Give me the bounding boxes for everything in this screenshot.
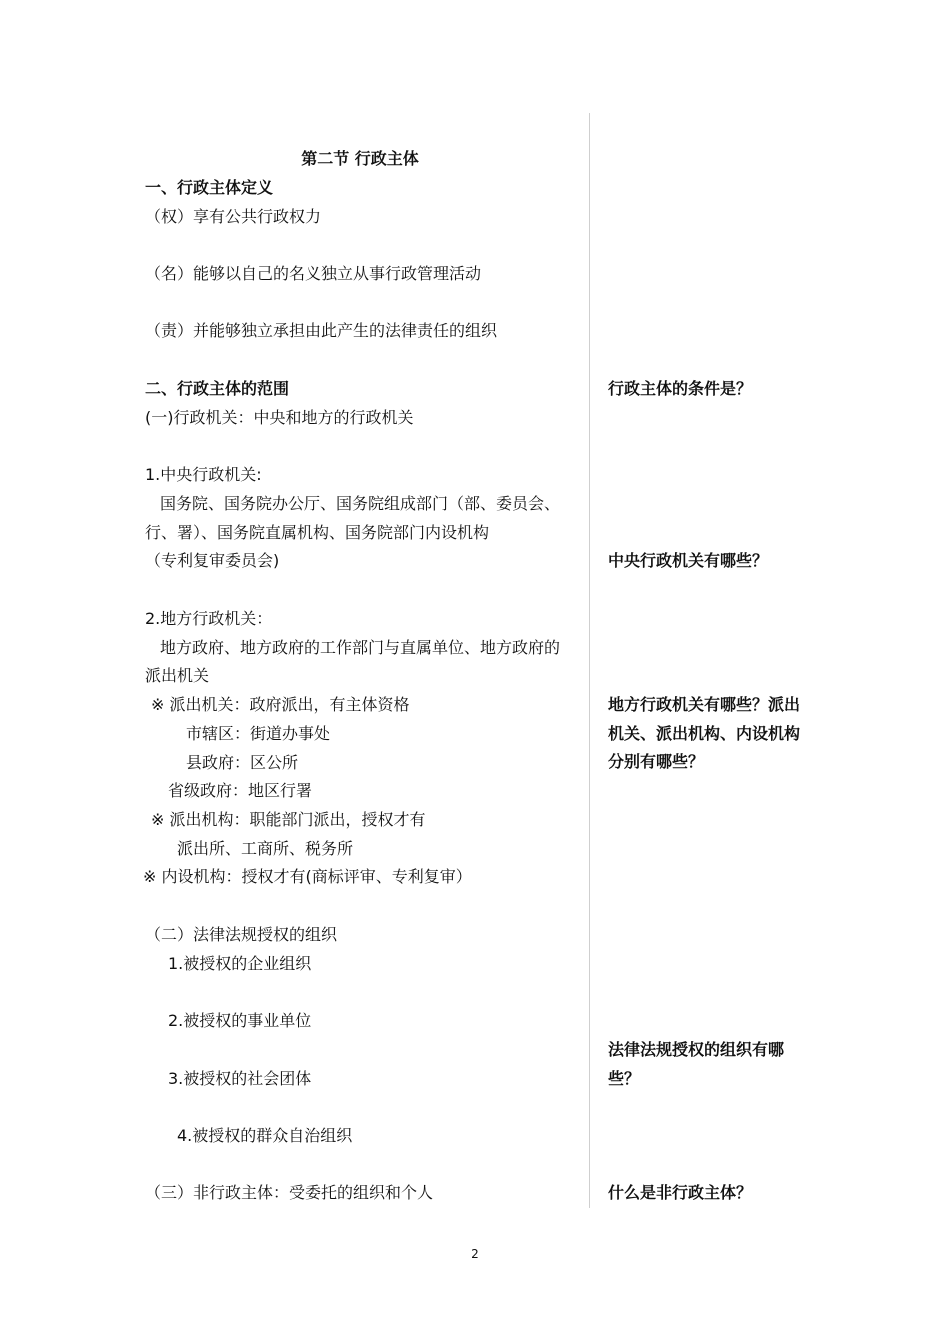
text-line: ※ 派出机关：政府派出，有主体资格 [151, 695, 410, 714]
text-line: （名）能够以自己的名义独立从事行政管理活动 [145, 264, 482, 283]
text-line: 地方政府、地方政府的工作部门与直属单位、地方政府的 [160, 638, 561, 657]
text-line: 4.被授权的群众自治组织 [177, 1126, 353, 1145]
text-line: 2.地方行政机关： [145, 609, 273, 628]
text-line: （权）享有公共行政权力 [145, 207, 322, 226]
text-line: 行、署）、国务院直属机构、国务院部门内设机构 [145, 523, 490, 542]
text-line: 3.被授权的社会团体 [168, 1069, 312, 1088]
text-line: 1.被授权的企业组织 [168, 954, 312, 973]
text-line: ※ 内设机构：授权才有(商标评审、专利复审） [143, 867, 472, 886]
text-line: ※ 派出机构：职能部门派出，授权才有 [151, 810, 426, 829]
text-line: 市辖区：街道办事处 [186, 724, 331, 743]
text-line: 2.被授权的事业单位 [168, 1011, 312, 1030]
text-line: 派出所、工商所、税务所 [177, 839, 354, 858]
text-line: (一)行政机关：中央和地方的行政机关 [145, 408, 414, 427]
text-line: 国务院、国务院办公厅、国务院组成部门（部、委员会、 [160, 494, 561, 513]
question-note: 什么是非行政主体？ [608, 1183, 753, 1202]
text-line: （责）并能够独立承担由此产生的法律责任的组织 [145, 321, 498, 340]
text-line: 派出机关 [145, 666, 210, 685]
text-line: （二）法律法规授权的组织 [145, 925, 338, 944]
text-line: 县政府：区公所 [186, 753, 299, 772]
question-note: 行政主体的条件是？ [608, 379, 753, 398]
heading-scope: 二、行政主体的范围 [145, 379, 290, 398]
question-note: 中央行政机关有哪些？ [608, 551, 769, 570]
text-line: （三）非行政主体：受委托的组织和个人 [145, 1183, 434, 1202]
text-line: 1.中央行政机关: [145, 465, 262, 484]
text-line: 省级政府：地区行署 [168, 781, 313, 800]
question-note: 法律法规授权的组织有哪些？ [608, 1040, 785, 1088]
question-note: 地方行政机关有哪些？派出机关、派出机构、内设机构分别有哪些？ [608, 695, 801, 771]
heading-definition: 一、行政主体定义 [145, 178, 274, 197]
section-title: 第二节 行政主体 [301, 149, 419, 168]
text-line: （专利复审委员会) [145, 551, 280, 570]
column-divider [589, 113, 590, 1208]
page-number: 2 [471, 1247, 479, 1261]
